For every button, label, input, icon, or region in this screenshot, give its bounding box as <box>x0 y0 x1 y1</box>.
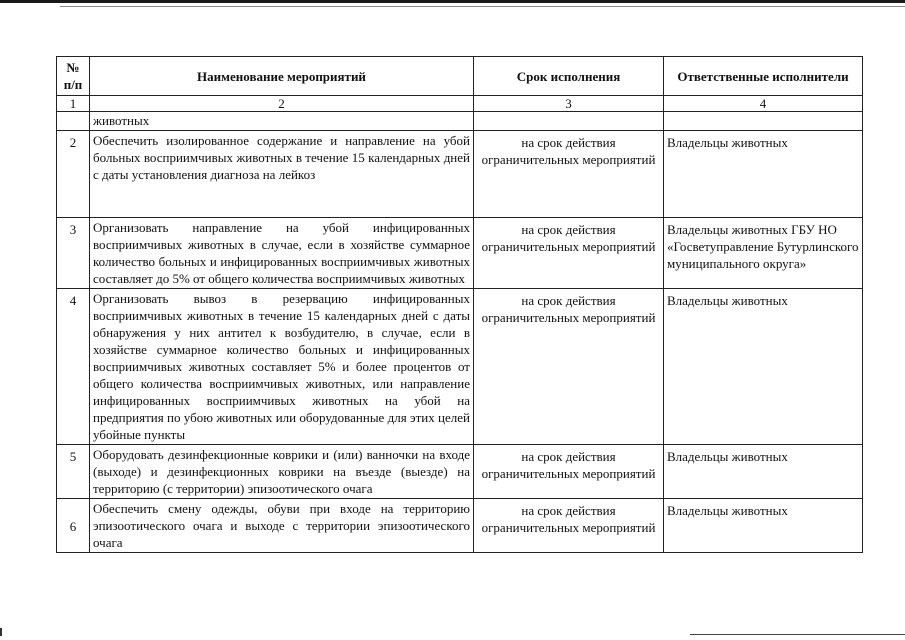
cell-term <box>474 112 664 131</box>
continuation-text: животных <box>90 112 474 131</box>
header-num: № п/п <box>57 57 90 96</box>
header-term: Срок исполнения <box>474 57 664 96</box>
cell-num <box>57 112 90 131</box>
index-cell: 4 <box>664 96 863 112</box>
row-term: на срок действия ограничительных мероприятий <box>474 499 664 553</box>
row-responsible: Владельцы животных <box>664 499 863 553</box>
row-measure: Организовать вывоз в резервацию инфицированных восприимчивых животных в течение 15 календарных дней с даты обнаружения у них антител к возбудителю, в случае, если в хозяйстве суммарное количество больных и инфицированных восприимчивых животных составляет 5% и более процентов от общего количества восприимчивых животных, или направление инфицированных восприимчивых животных на убой на предприятия по убою животных или оборудованные для этих целей убойные пункты <box>90 289 474 445</box>
row-measure: Обеспечить смену одежды, обуви при входе на территорию эпизоотического очага и выходе с территории эпизоотического очага <box>90 499 474 553</box>
header-resp: Ответственные исполнители <box>664 57 863 96</box>
index-cell: 3 <box>474 96 664 112</box>
table-row <box>57 131 863 218</box>
header-name: Наименование мероприятий <box>90 57 474 96</box>
row-term: на срок действия ограничительных мероприятий <box>474 218 664 289</box>
index-cell: 1 <box>57 96 90 112</box>
continuation-row <box>57 112 863 131</box>
index-cell: 2 <box>90 96 474 112</box>
top-border-line <box>0 0 905 3</box>
row-responsible: Владельцы животных <box>664 445 863 499</box>
top-thin-line <box>60 6 905 7</box>
table-row <box>57 289 863 445</box>
row-responsible: Владельцы животных <box>664 289 863 445</box>
bottom-line <box>690 634 905 635</box>
table-row <box>57 499 863 553</box>
header-row <box>57 57 863 96</box>
table-row <box>57 445 863 499</box>
row-term: на срок действия ограничительных мероприятий <box>474 131 664 218</box>
row-measure: Организовать направление на убой инфицированных восприимчивых животных в случае, если в хозяйстве суммарное количество больных и инфицированных восприимчивых животных составляет до 5% от общего количества восприимчивых животных <box>90 218 474 289</box>
row-number: 2 <box>57 131 90 218</box>
row-number: 5 <box>57 445 90 499</box>
row-term: на срок действия ограничительных мероприятий <box>474 445 664 499</box>
row-measure: Обеспечить изолированное содержание и направление на убой больных восприимчивых животных в течение 15 календарных дней с даты установления диагноза на лейкоз <box>90 131 474 218</box>
table-row <box>57 218 863 289</box>
row-term: на срок действия ограничительных мероприятий <box>474 289 664 445</box>
row-number: 6 <box>57 499 90 553</box>
row-number: 3 <box>57 218 90 289</box>
index-row <box>57 96 863 112</box>
row-measure: Оборудовать дезинфекционные коврики и (или) ванночки на входе (выходе) и дезинфекционных коврики на въезде (выезде) на территорию (с территории) эпизоотического очага <box>90 445 474 499</box>
row-responsible: Владельцы животных <box>664 131 863 218</box>
cell-resp <box>664 112 863 131</box>
measures-table <box>56 56 863 553</box>
scan-edge-mark <box>0 628 2 636</box>
row-responsible: Владельцы животных ГБУ НО «Госветуправление Бутурлинского муниципального округа» <box>664 218 863 289</box>
row-number: 4 <box>57 289 90 445</box>
